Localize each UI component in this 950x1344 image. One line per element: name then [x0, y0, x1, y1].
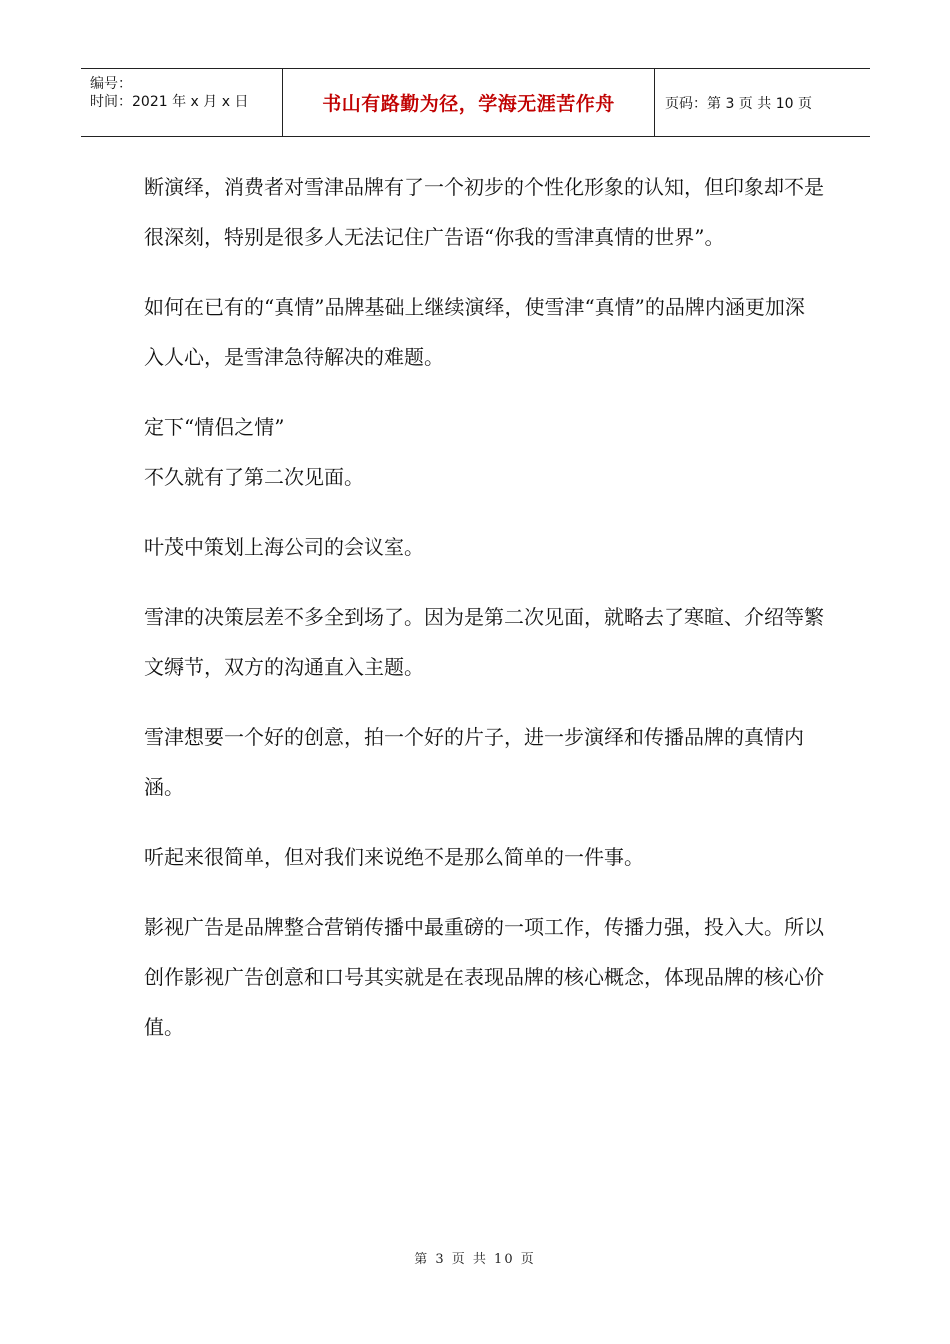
section-heading: 定下“情侣之情” — [144, 415, 285, 439]
document-number-label: 编号： — [90, 76, 132, 92]
body-paragraph: 如何在已有的“真情”品牌基础上继续演绎，使雪津“真情”的品牌内涵更加深入人心，是雪津急待解决的难题。 — [144, 295, 805, 369]
header-motto: 书山有路勤为径，学海无涯苦作舟 — [283, 69, 655, 136]
body-paragraph: 雪津想要一个好的创意，拍一个好的片子，进一步演绎和传播品牌的真情内涵。 — [144, 725, 804, 799]
document-date-label: 时间：2021 年 x 月 x 日 — [90, 94, 249, 110]
body-paragraph: 听起来很简单，但对我们来说绝不是那么简单的一件事。 — [144, 845, 644, 869]
body-paragraph: 不久就有了第二次见面。 — [144, 465, 364, 489]
document-header — [81, 68, 870, 137]
page-footer: 第 3 页 共 10 页 — [414, 1252, 536, 1267]
body-paragraph: 影视广告是品牌整合营销传播中最重磅的一项工作，传播力强，投入大。所以创作影视广告创意和口号其实就是在表现品牌的核心概念，体现品牌的核心价值。 — [144, 915, 824, 1039]
body-paragraph: 叶茂中策划上海公司的会议室。 — [144, 535, 424, 559]
body-paragraph: 雪津的决策层差不多全到场了。因为是第二次见面，就略去了寒暄、介绍等繁文缛节，双方的沟通直入主题。 — [144, 605, 824, 679]
header-page-info: 页码：第 3 页 共 10 页 — [665, 95, 812, 112]
body-paragraph: 断演绎，消费者对雪津品牌有了一个初步的个性化形象的认知，但印象却不是很深刻，特别是很多人无法记住广告语“你我的雪津真情的世界”。 — [144, 175, 824, 249]
document-body — [144, 162, 824, 1052]
header-meta-cell — [81, 69, 283, 136]
